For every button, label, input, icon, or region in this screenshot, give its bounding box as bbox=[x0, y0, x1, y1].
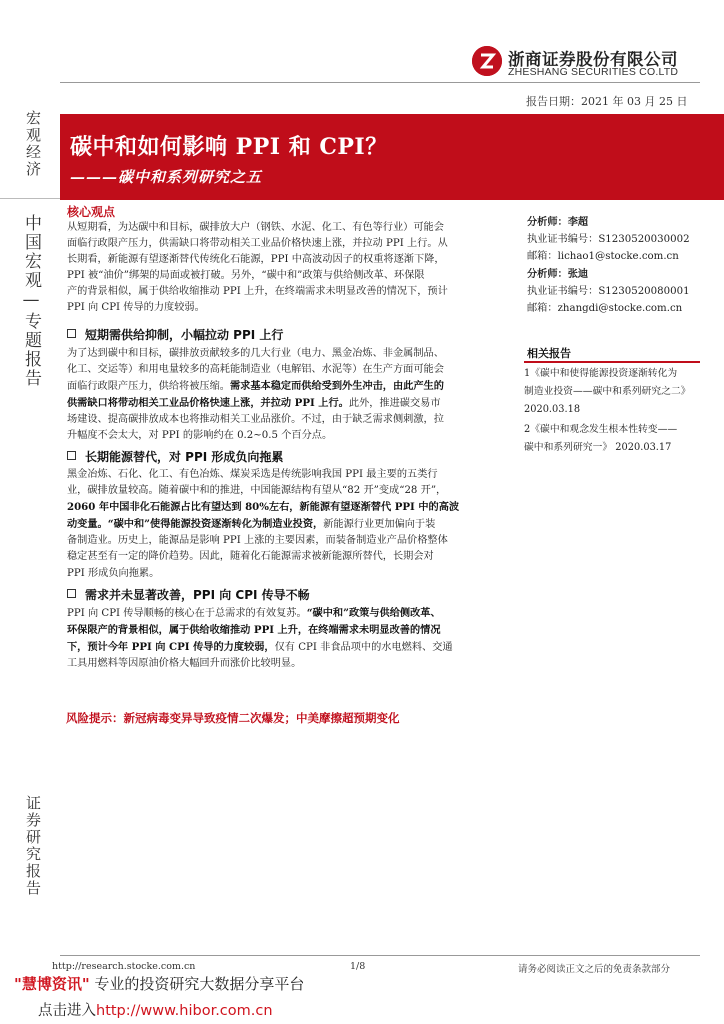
body-line: 面临行政限产压力，供给将被压缩。需求基本稳定而供给受到外生冲击，由此产生的 bbox=[67, 380, 444, 393]
body-line: 业，碳排放量较高。随着碳中和的推进，中国能源结构有望从“82 开”变成“28 开”， bbox=[67, 485, 447, 497]
footer-divider bbox=[60, 955, 700, 956]
section-body-1 bbox=[67, 346, 513, 445]
company-logo-icon bbox=[472, 46, 502, 76]
section-heading-2 bbox=[67, 448, 283, 465]
analyst-card-1 bbox=[527, 214, 690, 265]
related-reports-rule bbox=[524, 361, 700, 363]
core-line: 长期看，新能源有望逐渐替代传统化石能源，PPI 中高波动因子的权重将逐渐下降， bbox=[67, 254, 445, 266]
report-title: 碳中和如何影响 PPI 和 CPI？ bbox=[70, 134, 388, 160]
body-line: 动变量。“碳中和”使得能源投资逐渐转化为制造业投资，新能源行业更加偏向于装 bbox=[67, 518, 436, 531]
analyst-email: 邮箱：lichao1@stocke.com.cn bbox=[527, 251, 679, 262]
side-divider bbox=[0, 198, 60, 199]
section-heading-text: 需求并未显著改善，PPI 向 CPI 传导不畅 bbox=[85, 588, 310, 602]
header-divider bbox=[60, 82, 700, 83]
report-subtitle: ———碳中和系列研究之五 bbox=[70, 168, 263, 186]
core-line: 产的背景相似，属于供给收缩推动 PPI 上升，在终端需求未明显改善的情况下，预计 bbox=[67, 286, 448, 298]
company-name-en: ZHESHANG SECURITIES CO.LTD bbox=[508, 66, 679, 78]
section-body-3 bbox=[67, 605, 513, 672]
analyst-name: 分析师：李超 bbox=[527, 216, 589, 228]
body-line: PPI 向 CPI 传导顺畅的核心在于总需求的有效复苏。“碳中和”政策与供给侧改革、 bbox=[67, 607, 441, 619]
section-heading-1 bbox=[67, 326, 283, 343]
analyst-card-2 bbox=[527, 266, 690, 317]
body-line: 场建设、提高碳排放成本也将推动相关工业品涨价。不过，由于缺乏需求侧刺激，拉 bbox=[67, 414, 444, 426]
checkbox-bullet-icon bbox=[67, 329, 76, 338]
body-line: 化工、交运等）和用电量较多的高耗能制造业（电解铝、水泥等）在生产方面可能会 bbox=[67, 364, 444, 376]
body-line: 下，预计今年 PPI 向 CPI 传导的力度较弱，仅有 CPI 非食品项中的水电燃料、交通 bbox=[67, 641, 453, 654]
company-name-cn: 浙商证券股份有限公司 bbox=[508, 50, 678, 69]
core-line: 面临行政限产压力，供需缺口将带动相关工业品价格快速上涨，并拉动 PPI 上行。从 bbox=[67, 238, 448, 250]
body-line: PPI 形成负向拖累。 bbox=[67, 567, 160, 579]
section-heading-text: 长期能源替代，对 PPI 形成负向拖累 bbox=[85, 450, 284, 464]
analyst-cert: 执业证书编号：S1230520030002 bbox=[527, 234, 690, 245]
body-line: 升幅度不会太大，对 PPI 的影响约在 0.2~0.5 个百分点。 bbox=[67, 430, 333, 442]
report-date-label: 报告日期： bbox=[526, 95, 581, 108]
body-line: 为了达到碳中和目标，碳排放贡献较多的几大行业（电力、黑金冶炼、非金属制品、 bbox=[67, 348, 444, 359]
core-line: 从短期看，为达碳中和目标，碳排放大户（钢铁、水泥、化工、有色等行业）可能会 bbox=[67, 222, 444, 233]
report-date bbox=[526, 93, 687, 109]
footer-url[interactable]: http://research.stocke.com.cn bbox=[52, 961, 196, 972]
core-view-text bbox=[67, 220, 513, 317]
risk-warning: 风险提示：新冠病毒变异导致疫情二次爆发；中美摩擦超预期变化 bbox=[66, 711, 400, 725]
watermark-line-2[interactable]: 点击进入http://www.hibor.com.cn bbox=[38, 1003, 273, 1019]
body-line: 稳定甚至有一定的降价趋势。因此，随着化石能源需求被新能源所替代，长期会对 bbox=[67, 551, 434, 563]
body-line: 2060 年中国非化石能源占比有望达到 80%左右，新能源有望逐渐替代 PPI 中的高波 bbox=[67, 501, 460, 514]
section-body-2 bbox=[67, 467, 513, 582]
related-report-item[interactable]: 2《碳中和观念发生根本性转变—— 碳中和系列研究一》 2020.03.17 bbox=[524, 424, 678, 453]
side-doc-type: 证券研究报告 bbox=[24, 795, 42, 897]
watermark-line-1: "慧博资讯" 专业的投资研究大数据分享平台 bbox=[14, 975, 305, 993]
report-date-value: 2021 年 03 月 25 日 bbox=[581, 95, 688, 108]
side-series: 中国宏观—专题报告 bbox=[21, 214, 41, 388]
section-heading-3 bbox=[67, 586, 310, 603]
side-category: 宏观经济 bbox=[24, 110, 42, 178]
analyst-cert: 执业证书编号：S1230520080001 bbox=[527, 286, 690, 297]
analyst-name: 分析师：张迪 bbox=[527, 268, 589, 280]
footer-disclaimer: 请务必阅读正文之后的免责条款部分 bbox=[518, 964, 671, 975]
page-number: 1/8 bbox=[350, 961, 366, 972]
checkbox-bullet-icon bbox=[67, 451, 76, 460]
body-line: 工具用燃料等因原油价格大幅回升而涨价比较明显。 bbox=[67, 658, 302, 670]
checkbox-bullet-icon bbox=[67, 589, 76, 598]
body-line: 黑金冶炼、石化、化工、有色冶炼、煤炭采选是传统影响我国 PPI 最主要的五类行 bbox=[67, 469, 438, 480]
body-line: 供需缺口将带动相关工业品价格快速上涨，并拉动 PPI 上行。此外，推进碳交易市 bbox=[67, 397, 441, 410]
analyst-email: 邮箱：zhangdi@stocke.com.cn bbox=[527, 303, 683, 314]
core-view-heading: 核心观点 bbox=[67, 205, 116, 219]
related-reports-heading: 相关报告 bbox=[527, 347, 571, 360]
body-line: 备制造业。历史上，能源品是影响 PPI 上涨的主要因素，而装备制造业产品价格整体 bbox=[67, 535, 448, 547]
core-line: PPI 向 CPI 传导的力度较弱。 bbox=[67, 302, 205, 314]
core-line: PPI 被“油价”绑架的局面或被打破。另外，“碳中和”政策与供给侧改革、环保限 bbox=[67, 270, 425, 282]
body-line: 环保限产的背景相似，属于供给收缩推动 PPI 上升，在终端需求未明显改善的情况 bbox=[67, 624, 441, 637]
related-report-item[interactable]: 1《碳中和使得能源投资逐渐转化为 制造业投资——碳中和系列研究之二》 2020.03.18 bbox=[524, 368, 691, 415]
section-heading-text: 短期需供给抑制，小幅拉动 PPI 上行 bbox=[85, 328, 284, 342]
